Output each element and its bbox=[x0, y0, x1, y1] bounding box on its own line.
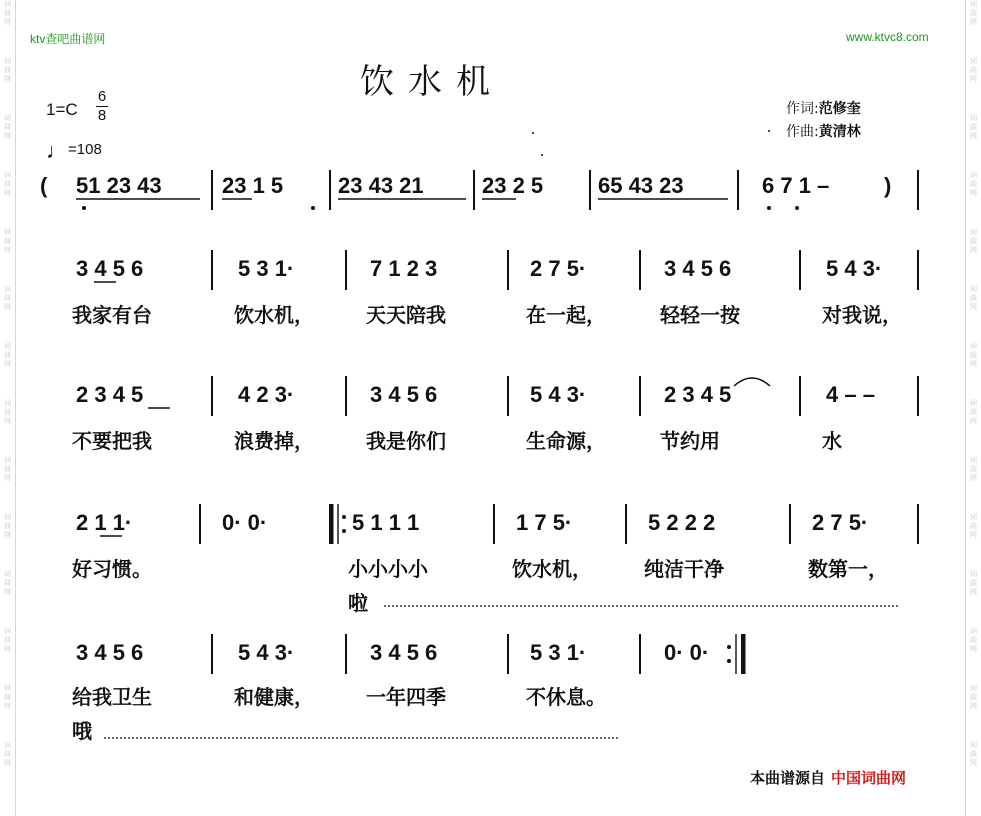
lyric-text: 我家有台 bbox=[72, 303, 152, 327]
lyric-text: 节约用 bbox=[660, 429, 720, 453]
octave-dot bbox=[311, 206, 315, 210]
lyric-text: 和健康， bbox=[234, 685, 314, 709]
measure-notes: 5 4 3· bbox=[826, 256, 883, 281]
octave-dot bbox=[82, 206, 86, 210]
side-watermark-text: 词 曲 网 bbox=[4, 741, 11, 767]
measure-notes: 3 4 5 6 bbox=[664, 256, 732, 281]
repeat-dot bbox=[342, 529, 346, 533]
side-watermark-text: 词 曲 网 bbox=[4, 285, 11, 311]
measure-notes: 2 1 1· bbox=[76, 510, 133, 535]
lyric-text: 数第一， bbox=[808, 557, 888, 581]
measure-notes: 5 4 3· bbox=[238, 640, 295, 665]
source-watermark-left: ktv查吧曲谱网 bbox=[30, 32, 106, 46]
side-watermark-text: 词 曲 网 bbox=[970, 513, 977, 539]
repeat-dot bbox=[727, 659, 731, 663]
side-watermark-text: 词 曲 网 bbox=[970, 456, 977, 482]
octave-dot bbox=[767, 206, 771, 210]
tempo-value: =108 bbox=[68, 141, 102, 158]
side-watermark-text: 词 曲 网 bbox=[4, 570, 11, 596]
side-watermark-text: 词 曲 网 bbox=[4, 114, 11, 140]
side-watermark-text: 词 曲 网 bbox=[970, 228, 977, 254]
intro-measure: 51 23 43 bbox=[76, 173, 162, 198]
measure-notes: 0· 0· bbox=[222, 510, 268, 535]
open-paren: ( bbox=[40, 173, 48, 198]
side-watermark-text: 词 曲 网 bbox=[970, 285, 977, 311]
footer-source-text: 本曲谱源自 bbox=[750, 769, 826, 787]
quarter-note-icon: ♩ bbox=[46, 138, 68, 163]
lyric-text: 一年四季 bbox=[366, 685, 446, 709]
side-watermark-text: 词 曲 网 bbox=[970, 684, 977, 710]
lyric-text: 轻轻一按 bbox=[660, 303, 740, 327]
lyricist-label: 作词: bbox=[786, 101, 819, 117]
measure-notes: 0· 0· bbox=[664, 640, 710, 665]
measure-notes: 7 1 2 3 bbox=[370, 256, 438, 281]
side-watermark-text: 词 曲 网 bbox=[970, 342, 977, 368]
measure-notes: 2 7 5· bbox=[812, 510, 869, 535]
measure-notes: 3 4 5 6 bbox=[370, 640, 438, 665]
lyric-text: 不要把我 bbox=[72, 429, 152, 453]
side-watermark-text: 词 曲 网 bbox=[4, 57, 11, 83]
side-watermark-text: 词 曲 网 bbox=[4, 399, 11, 425]
intro-measure: 65 43 23 bbox=[598, 173, 684, 198]
measure-notes: 5 4 3· bbox=[530, 382, 587, 407]
second-verse-text: 哦 bbox=[72, 719, 92, 743]
key-signature: 1=C bbox=[46, 100, 78, 119]
side-watermark-text: 词 曲 网 bbox=[970, 399, 977, 425]
measure-notes: 3 4 5 6 bbox=[76, 640, 144, 665]
measure-notes: 1 7 5· bbox=[516, 510, 573, 535]
lyric-text: 浪费掉， bbox=[234, 429, 314, 453]
measure-notes: 3 4 5 6 bbox=[370, 382, 438, 407]
measure-notes: 2 3 4 5 bbox=[76, 382, 144, 407]
second-verse-text: 啦 bbox=[348, 591, 368, 615]
song-title: 饮水机 bbox=[360, 62, 504, 102]
footer-source bbox=[750, 767, 906, 788]
side-watermark-text: 词 曲 网 bbox=[4, 0, 11, 26]
lyric-text: 好习惯。 bbox=[72, 557, 152, 581]
lyricist-name: 范修奎 bbox=[818, 101, 861, 117]
lyric-text: 生命源， bbox=[526, 429, 606, 453]
lyric-text: 对我说， bbox=[822, 303, 902, 327]
composer-label: 作曲: bbox=[786, 124, 819, 140]
source-watermark-right: www.ktvc8.com bbox=[846, 30, 929, 44]
intro-measure: 6 7 1 – bbox=[762, 173, 830, 198]
side-watermark-text: 词 曲 网 bbox=[4, 456, 11, 482]
intro-measure: 23 43 21 bbox=[338, 173, 424, 198]
side-watermark-text: 词 曲 网 bbox=[4, 342, 11, 368]
measure-notes: 5 3 1· bbox=[238, 256, 295, 281]
measure-notes: 5 1 1 1 bbox=[352, 510, 420, 535]
intro-measure: 23 2 5 bbox=[482, 173, 544, 198]
repeat-dot bbox=[342, 515, 346, 519]
footer-brand: 中国词曲网 bbox=[831, 769, 907, 787]
lyric-text: 饮水机， bbox=[512, 557, 592, 581]
side-watermark-text: 词 曲 网 bbox=[4, 627, 11, 653]
close-paren: ) bbox=[884, 173, 892, 198]
lyric-text: 在一起， bbox=[526, 303, 606, 327]
lyric-text: 天天陪我 bbox=[366, 303, 446, 327]
lyric-text: 水 bbox=[822, 429, 842, 453]
repeat-dot bbox=[727, 645, 731, 649]
side-watermark-text: 词 曲 网 bbox=[970, 0, 977, 26]
measure-notes: 4 – – bbox=[826, 382, 875, 407]
measure-notes: 5 2 2 2 bbox=[648, 510, 716, 535]
side-watermark-text: 词 曲 网 bbox=[970, 741, 977, 767]
lyric-text: 纯洁干净 bbox=[644, 557, 724, 581]
lyric-text: 饮水机， bbox=[234, 303, 314, 327]
slur-arc bbox=[734, 378, 770, 386]
side-watermark-text: 词 曲 网 bbox=[4, 684, 11, 710]
side-watermark-text: 词 曲 网 bbox=[4, 171, 11, 197]
side-watermark-text: 词 曲 网 bbox=[970, 627, 977, 653]
side-watermark-text: 词 曲 网 bbox=[970, 570, 977, 596]
measure-notes: 2 7 5· bbox=[530, 256, 587, 281]
measure-notes: 4 2 3· bbox=[238, 382, 295, 407]
side-watermark-text: 词 曲 网 bbox=[4, 228, 11, 254]
measure-notes: 2 3 4 5 bbox=[664, 382, 732, 407]
intro-measure: 23 1 5 bbox=[222, 173, 284, 198]
octave-dot bbox=[795, 206, 799, 210]
side-watermark-text: 词 曲 网 bbox=[970, 114, 977, 140]
lyric-text: 不休息。 bbox=[526, 685, 606, 709]
composer-name: 黄清林 bbox=[818, 124, 861, 140]
lyric-text: 给我卫生 bbox=[72, 685, 152, 709]
lyric-text: 小小小小 bbox=[348, 557, 428, 581]
side-watermark-text: 词 曲 网 bbox=[4, 513, 11, 539]
lyric-text: 我是你们 bbox=[366, 429, 446, 453]
measure-notes: 5 3 1· bbox=[530, 640, 587, 665]
time-signature-top: 6 bbox=[97, 88, 107, 105]
side-watermark-text: 词 曲 网 bbox=[970, 171, 977, 197]
side-watermark-text: 词 曲 网 bbox=[970, 57, 977, 83]
time-signature-bottom: 8 bbox=[97, 107, 107, 124]
measure-notes: 3 4 5 6 bbox=[76, 256, 144, 281]
